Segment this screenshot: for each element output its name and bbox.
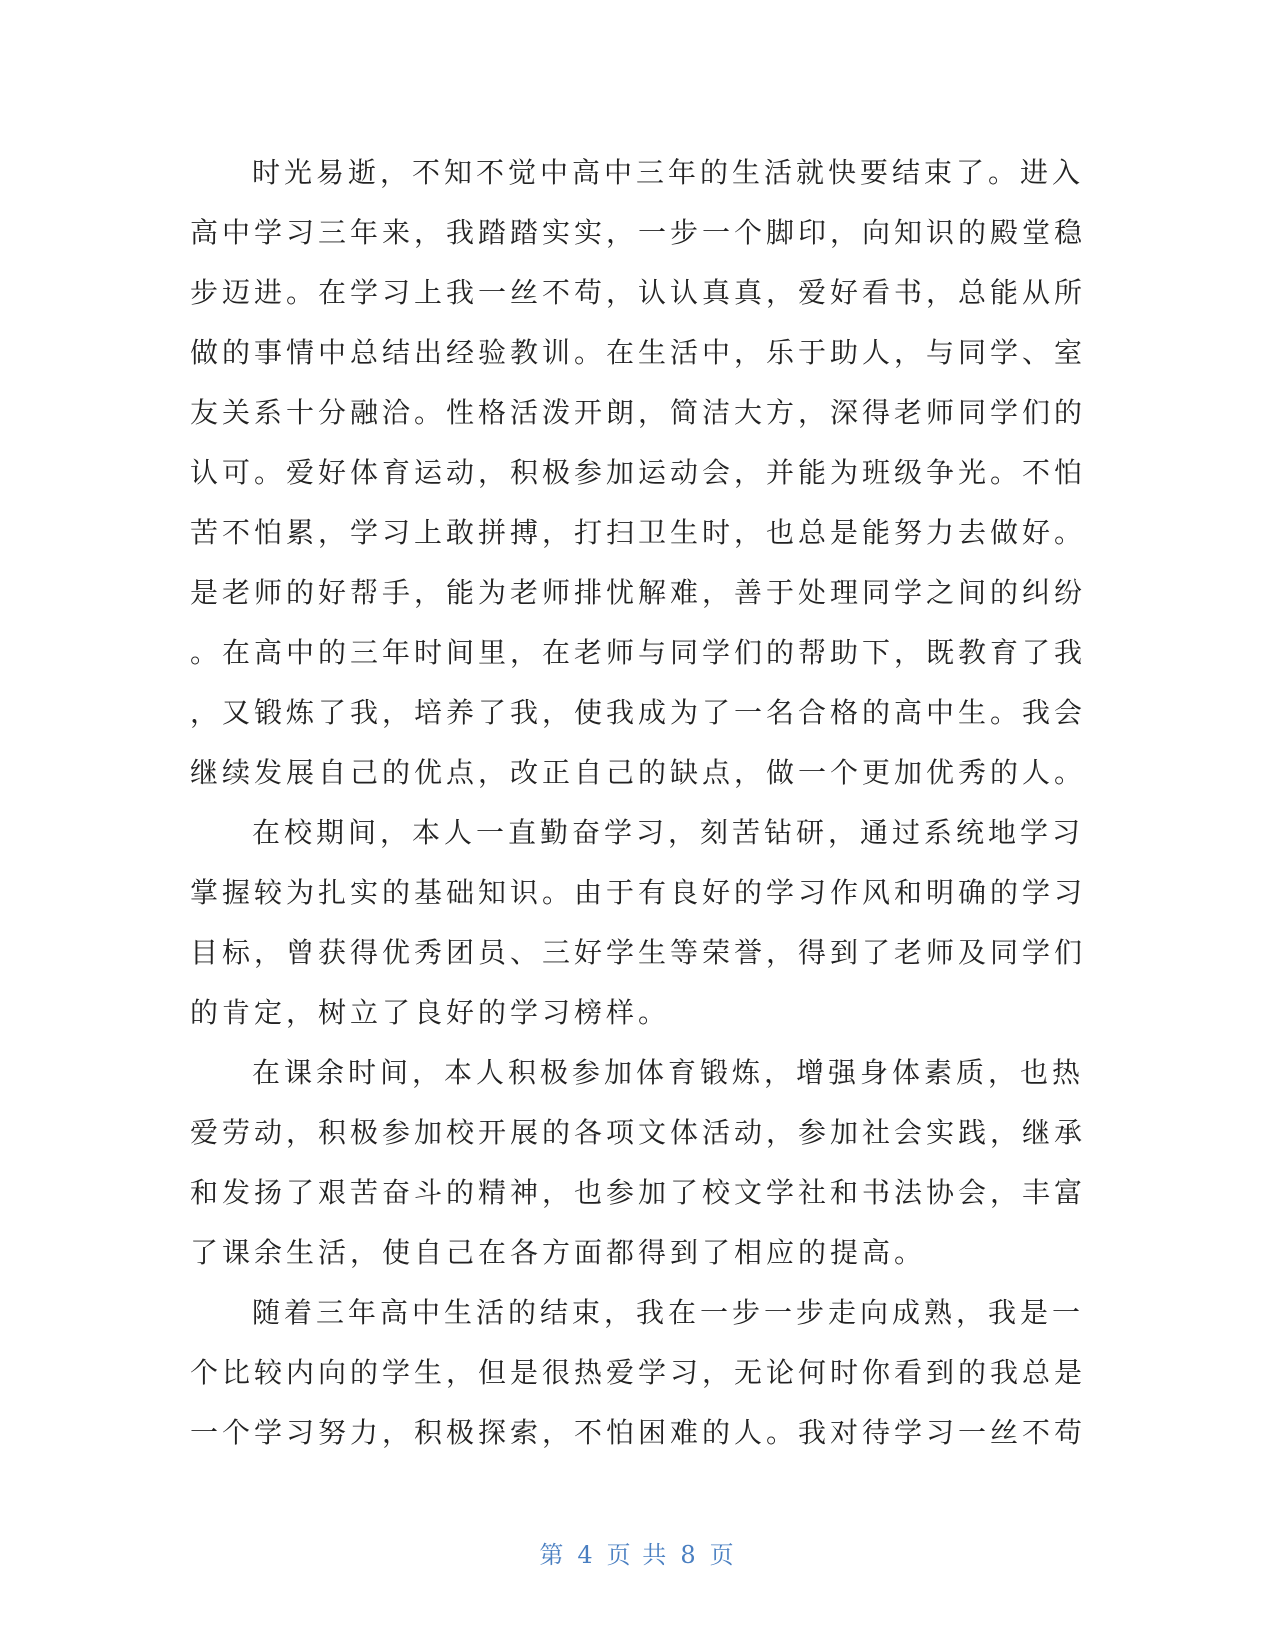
- text-line: 是老师的好帮手，能为老师排忧解难，善于处理同学之间的纠纷: [190, 576, 1087, 609]
- footer-total-pages: 8: [680, 1541, 698, 1569]
- paragraph-4: [190, 1283, 1087, 1463]
- text-line: 个比较内向的学生，但是很热爱学习，无论何时你看到的我总是: [190, 1356, 1087, 1389]
- footer-suffix: 页: [709, 1541, 736, 1569]
- paragraph-3: [190, 1043, 1087, 1283]
- text-line: 苦不怕累，学习上敢拼搏，打扫卫生时，也总是能努力去做好。: [190, 516, 1087, 549]
- text-line: 做的事情中总结出经验教训。在生活中，乐于助人，与同学、室: [190, 336, 1087, 369]
- text-line: 时光易逝，不知不觉中高中三年的生活就快要结束了。进入: [252, 156, 1085, 189]
- page-footer: [0, 1535, 1275, 1570]
- paragraph-1: [190, 143, 1087, 803]
- text-line: 友关系十分融洽。性格活泼开朗，简洁大方，深得老师同学们的: [190, 396, 1087, 429]
- footer-prefix: 第: [539, 1541, 566, 1569]
- text-line: 认可。爱好体育运动，积极参加运动会，并能为班级争光。不怕: [190, 456, 1087, 489]
- paragraph-2: [190, 803, 1087, 1043]
- text-line: 步迈进。在学习上我一丝不苟，认认真真，爱好看书，总能从所: [190, 276, 1087, 309]
- text-line: 。在高中的三年时间里，在老师与同学们的帮助下，既教育了我: [190, 636, 1087, 669]
- text-line: 的肯定，树立了良好的学习榜样。: [190, 996, 671, 1029]
- text-line: 目标，曾获得优秀团员、三好学生等荣誉，得到了老师及同学们: [190, 936, 1087, 969]
- text-line: 继续发展自己的优点，改正自己的缺点，做一个更加优秀的人。: [190, 756, 1087, 789]
- text-line: 和发扬了艰苦奋斗的精神，也参加了校文学社和书法协会，丰富: [190, 1176, 1087, 1209]
- footer-current-page: 4: [577, 1541, 595, 1569]
- text-line: 一个学习努力，积极探索，不怕困难的人。我对待学习一丝不苟: [190, 1416, 1087, 1449]
- text-line: 了课余生活，使自己在各方面都得到了相应的提高。: [190, 1236, 927, 1269]
- footer-middle: 页 共: [606, 1541, 669, 1569]
- text-line: 爱劳动，积极参加校开展的各项文体活动，参加社会实践，继承: [190, 1116, 1087, 1149]
- text-line: 随着三年高中生活的结束，我在一步一步走向成熟，我是一: [252, 1296, 1085, 1329]
- document-body: [190, 143, 1087, 1463]
- text-line: 掌握较为扎实的基础知识。由于有良好的学习作风和明确的学习: [190, 876, 1087, 909]
- text-line: 在课余时间，本人积极参加体育锻炼，增强身体素质，也热: [252, 1056, 1085, 1089]
- text-line: 在校期间，本人一直勤奋学习，刻苦钻研，通过系统地学习: [252, 816, 1085, 849]
- text-line: ，又锻炼了我，培养了我，使我成为了一名合格的高中生。我会: [190, 696, 1087, 729]
- text-line: 高中学习三年来，我踏踏实实，一步一个脚印，向知识的殿堂稳: [190, 216, 1087, 249]
